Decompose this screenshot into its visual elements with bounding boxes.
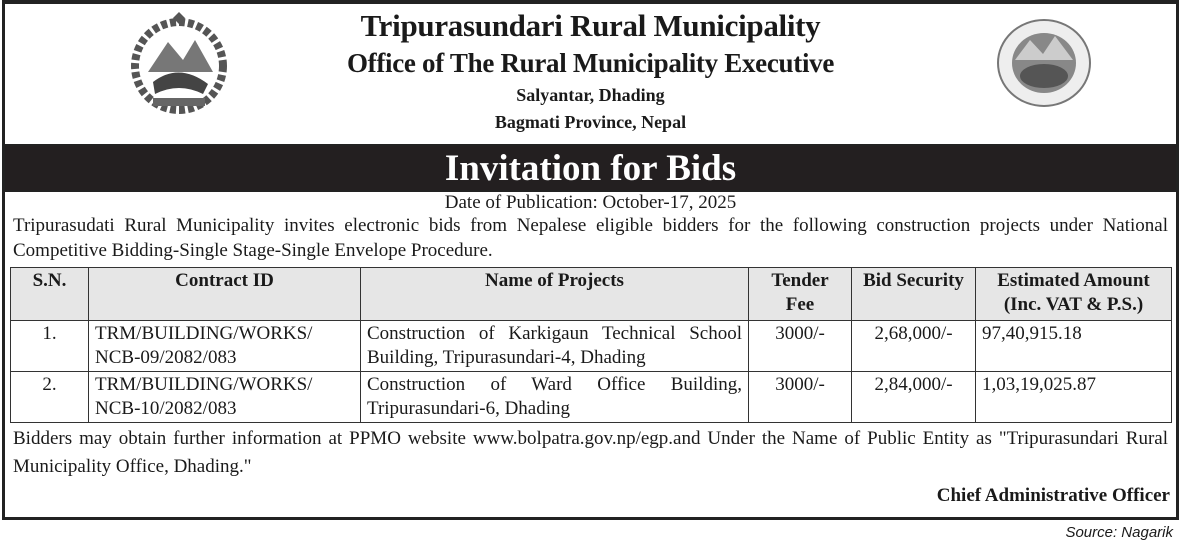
office-name: Office of The Rural Municipality Executive	[346, 48, 835, 78]
col-header-tender-fee: Tender Fee	[749, 268, 852, 321]
projects-table	[10, 267, 1172, 423]
col-header-sn: S.N.	[11, 268, 89, 321]
cell-estimated-amount: 97,40,915.18	[976, 321, 1172, 372]
cell-sn: 2.	[11, 372, 89, 423]
col-header-project-name: Name of Projects	[361, 268, 749, 321]
nepal-emblem-icon	[123, 12, 235, 114]
cell-bid-security: 2,84,000/-	[852, 372, 976, 423]
table-row	[11, 321, 1172, 372]
cell-estimated-amount: 1,03,19,025.87	[976, 372, 1172, 423]
publication-date: Date of Publication: October-17, 2025	[444, 192, 737, 213]
cell-contract-id	[89, 372, 361, 423]
bid-notice	[2, 0, 1179, 520]
table-header-row	[11, 268, 1172, 321]
cell-project-name: Construction of Ward Office Building, Tripurasundari-6, Dhading	[361, 372, 749, 423]
table-row	[11, 372, 1172, 423]
contract-id-line-2: NCB-09/2082/083	[95, 347, 237, 368]
col-header-contract-id: Contract ID	[89, 268, 361, 321]
contract-id-line-1: TRM/BUILDING/WORKS/	[95, 374, 313, 395]
address-line-1: Salyantar, Dhading	[516, 85, 665, 105]
cell-sn: 1.	[11, 321, 89, 372]
municipality-seal-icon	[995, 18, 1093, 108]
cell-project-name: Construction of Karkigaun Technical School Building, Tripurasundari-4, Dhading	[361, 321, 749, 372]
municipality-name: Tripurasundari Rural Municipality	[360, 8, 821, 43]
address-line-2: Bagmati Province, Nepal	[494, 112, 687, 132]
notice-heading: Invitation for Bids	[5, 146, 1176, 192]
notice-header	[5, 4, 1176, 146]
signatory: Chief Administrative Officer	[936, 485, 1170, 506]
cell-tender-fee: 3000/-	[749, 372, 852, 423]
contract-id-line-2: NCB-10/2082/083	[95, 398, 237, 419]
cell-tender-fee: 3000/-	[749, 321, 852, 372]
intro-paragraph: Tripurasudati Rural Municipality invites electronic bids from Nepalese eligible bidders for the following construction projects under National Competitive Bidding-Single Stage-Single Envelope Procedure.	[13, 215, 1168, 261]
col-header-estimated-amount: Estimated Amount (Inc. VAT & P.S.)	[976, 268, 1172, 321]
further-info: Bidders may obtain further information at PPMO website www.bolpatra.gov.np/egp.and Under the Name of Public Entity as "Tripurasundari Rural Municipality Office, Dhading."	[13, 428, 1168, 477]
contract-id-line-1: TRM/BUILDING/WORKS/	[95, 323, 313, 344]
source-credit: Source: Nagarik	[1065, 524, 1173, 541]
cell-contract-id	[89, 321, 361, 372]
cell-bid-security: 2,68,000/-	[852, 321, 976, 372]
col-header-bid-security: Bid Security	[852, 268, 976, 321]
